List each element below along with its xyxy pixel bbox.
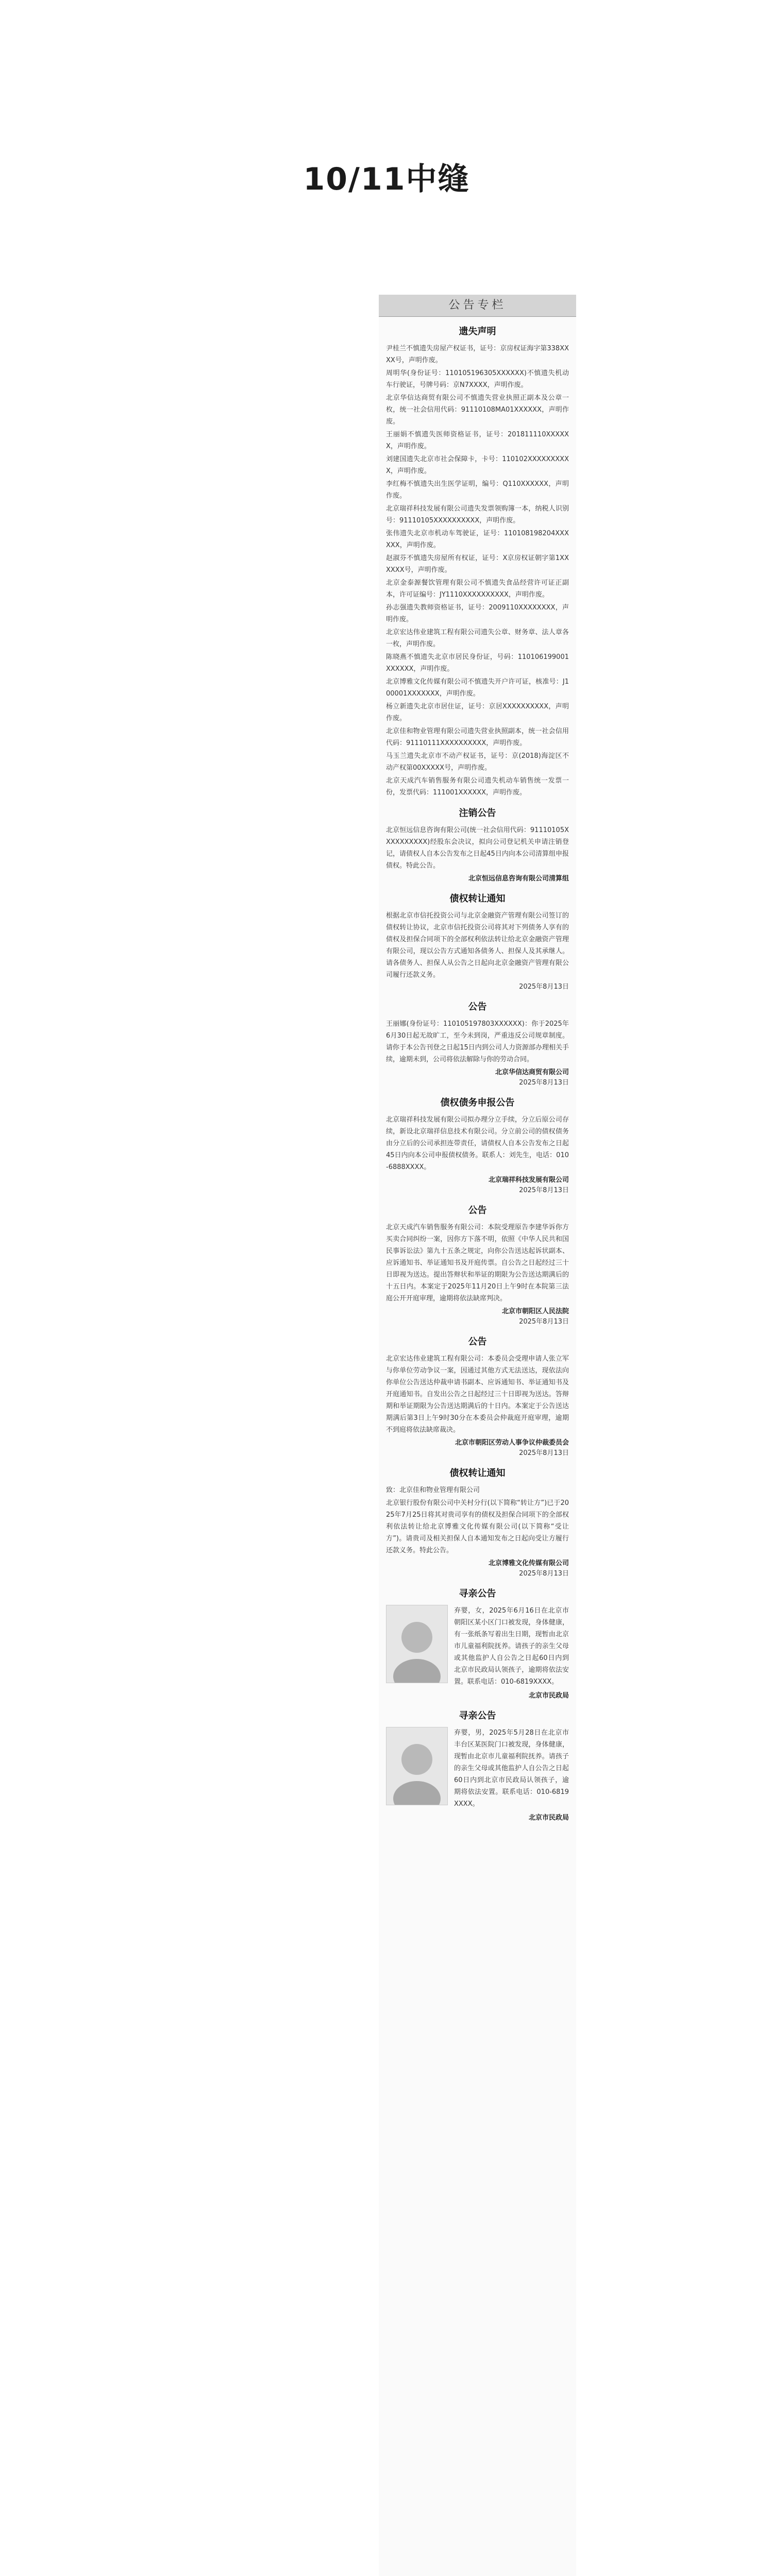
- lost-entry: 北京华信达商贸有限公司不慎遗失营业执照正副本及公章一枚，统一社会信用代码：91110108MA01XXXXXX，声明作废。: [386, 394, 569, 426]
- notice2-signature: 北京市朝阳区人民法院: [501, 1308, 569, 1315]
- creditor-signature: 北京瑞祥科技发展有限公司: [488, 1176, 569, 1184]
- transfer2-date: 2025年8月13日: [519, 1570, 569, 1578]
- cancel-signature: 北京恒远信息咨询有限公司清算组: [468, 875, 569, 883]
- lost-entry: 北京天成汽车销售服务有限公司遗失机动车销售统一发票一份，发票代码：111001XXXXXX，声明作废。: [386, 777, 569, 796]
- notice3-title: 公告: [468, 1336, 487, 1347]
- lost-section: [379, 324, 576, 799]
- lost-entry: 北京瑞祥科技发展有限公司遗失发票领购簿一本，纳税人识别号：91110105XXXXXXXXXX，声明作废。: [386, 505, 569, 524]
- lost-entry: 刘建国遗失北京市社会保障卡，卡号：110102XXXXXXXXXX，声明作废。: [386, 455, 569, 475]
- transfer2-title: 债权转让通知: [449, 1468, 506, 1479]
- page-title: 10/11中缝: [303, 161, 470, 197]
- lost-entry: 北京佳和物业管理有限公司遗失营业执照副本，统一社会信用代码：91110111XXXXXXXXXX，声明作废。: [386, 727, 569, 747]
- creditor-title: 债权债务申报公告: [440, 1097, 515, 1108]
- lost-entry: 杨立新遗失北京市居住证，证号：京居XXXXXXXXXX，声明作废。: [386, 703, 569, 722]
- notice2-title: 公告: [468, 1205, 487, 1216]
- lost-entry: 陈晓燕不慎遗失北京市居民身份证，号码：110106199001XXXXXX，声明作废。: [386, 653, 569, 673]
- notice2-date: 2025年8月13日: [519, 1318, 569, 1326]
- missing1-section: [379, 1586, 576, 1701]
- lost-entry: 王丽娟不慎遗失医师资格证书，证号：201811110XXXXXX，声明作废。: [386, 431, 569, 450]
- infant-photo: [386, 1727, 448, 1805]
- lost-entry: 李红梅不慎遗失出生医学证明，编号：Q110XXXXXX，声明作废。: [386, 480, 569, 500]
- missing2-body: 弃婴，男，2025年5月28日在北京市丰台区某医院门口被发现，身体健康，现暂由北京市儿童福利院抚养。请孩子的亲生父母或其他监护人自公告之日起60日内到北京市民政局认领孩子，逾期将依法安置。联系电话：010-6819XXXX。: [454, 1729, 569, 1808]
- lost-title: 遗失声明: [459, 326, 496, 337]
- person-photo-icon: [386, 1605, 447, 1683]
- lost-entry: 北京博雅文化传媒有限公司不慎遗失开户许可证，核准号：J100001XXXXXXX，声明作废。: [386, 678, 569, 698]
- lost-entry: 北京金泰源餐饮管理有限公司不慎遗失食品经营许可证正副本，许可证编号：JY1110XXXXXXXXXX，声明作废。: [386, 579, 569, 599]
- notice1-body: 王丽娜(身份证号：110105197803XXXXXX)：你于2025年6月30日起无故旷工，至今未到岗，严重违反公司规章制度。请你于本公告刊登之日起15日内到公司人力资源部办理相关手续，逾期未到，公司将依法解除与你的劳动合同。: [386, 1020, 569, 1063]
- notice3-body: 北京宏达伟业建筑工程有限公司：本委员会受理申请人张立军与你单位劳动争议一案，因通过其他方式无法送达，现依法向你单位公告送达仲裁申请书副本、应诉通知书、举证通知书及开庭通知书。自发出公告之日起经过三十日即视为送达。答辩期和举证期限为公告送达期满后的十日内。本案定于公告送达期满后第3日上午9时30分在本委员会仲裁庭开庭审理，逾期不到庭将依法缺席裁决。: [386, 1355, 569, 1434]
- notice3-section: [379, 1334, 576, 1459]
- transfer2-body: 北京银行股份有限公司中关村分行(以下简称“转让方”)已于2025年7月25日将其对贵司享有的债权及担保合同项下的全部权利依法转让给北京博雅文化传媒有限公司(以下简称“受让方”)。请贵司及相关担保人自本通知发布之日起向受让方履行还款义务。特此公告。: [386, 1499, 569, 1554]
- lost-entry: 赵淑芬不慎遗失房屋所有权证，证号：X京房权证朝字第1XXXXXX号，声明作废。: [386, 554, 569, 574]
- infant-photo: [386, 1605, 448, 1683]
- missing1-title: 寻亲公告: [459, 1588, 496, 1599]
- missing1-signature: 北京市民政局: [528, 1692, 569, 1700]
- creditor-body: 北京瑞祥科技发展有限公司拟办理分立手续，分立后原公司存续，新设北京瑞祥信息技术有限公司。分立前公司的债权债务由分立后的公司承担连带责任，请债权人自本公告发布之日起45日内向本公司申报债权债务。联系人：刘先生，电话：010-6888XXXX。: [386, 1116, 569, 1171]
- lost-entry: 孙志强遗失教师资格证书，证号：2009110XXXXXXXX，声明作废。: [386, 604, 569, 623]
- transfer2-intro: 致：北京佳和物业管理有限公司: [386, 1486, 480, 1494]
- transfer2-signature: 北京博雅文化传媒有限公司: [488, 1560, 569, 1567]
- column-header: 公告专栏: [379, 295, 576, 317]
- notice1-signature: 北京华信达商贸有限公司: [495, 1069, 569, 1076]
- cancel-body: 北京恒远信息咨询有限公司(统一社会信用代码：91110105XXXXXXXXXX)经股东会决议，拟向公司登记机关申请注销登记，请债权人自本公告发布之日起45日内向本公司清算组申报债权。特此公告。: [386, 826, 569, 870]
- lost-entry: 北京宏达伟业建筑工程有限公司遗失公章、财务章、法人章各一枚，声明作废。: [386, 629, 569, 648]
- person-photo-icon: [386, 1727, 447, 1805]
- notice1-section: [379, 999, 576, 1088]
- transfer2-section: [379, 1466, 576, 1579]
- notice2-body: 北京天成汽车销售服务有限公司：本院受理原告李建华诉你方买卖合同纠纷一案，因你方下落不明，依照《中华人民共和国民事诉讼法》第九十五条之规定，向你公告送达起诉状副本、应诉通知书、举证通知书及开庭传票。自公告之日起经过三十日即视为送达。提出答辩状和举证的期限为公告送达期满后的十五日内。本案定于2025年11月20日上午9时在本院第三法庭公开开庭审理，逾期将依法缺席判决。: [386, 1224, 569, 1302]
- missing2-section: [379, 1708, 576, 1823]
- lost-entry: 尹桂兰不慎遗失房屋产权证书，证号：京房权证海字第338XXXX号，声明作废。: [386, 345, 569, 364]
- transfer1-date: 2025年8月13日: [519, 983, 569, 991]
- notice-column: [379, 295, 576, 2576]
- transfer1-body: 根据北京市信托投资公司与北京金融资产管理有限公司签订的债权转让协议，北京市信托投资公司将其对下列债务人享有的债权及担保合同项下的全部权利依法转让给北京金融资产管理有限公司，现以公告方式通知各债务人、担保人及其承继人。请各债务人、担保人从公告之日起向北京金融资产管理有限公司履行还款义务。: [386, 912, 569, 979]
- missing2-signature: 北京市民政局: [528, 1814, 569, 1822]
- notice2-section: [379, 1203, 576, 1327]
- missing2-row: [386, 1727, 569, 1811]
- lost-entry: 马玉兰遗失北京市不动产权证书，证号：京(2018)海淀区不动产权第00XXXXX号，声明作废。: [386, 752, 569, 772]
- lost-entry: 张伟遗失北京市机动车驾驶证，证号：110108198204XXXXXX，声明作废。: [386, 530, 569, 549]
- transfer1-section: [379, 891, 576, 992]
- notice1-title: 公告: [468, 1002, 487, 1012]
- notice1-date: 2025年8月13日: [519, 1079, 569, 1087]
- notice3-signature: 北京市朝阳区劳动人事争议仲裁委员会: [455, 1439, 569, 1447]
- creditor-date: 2025年8月13日: [519, 1187, 569, 1194]
- cancel-section: [379, 806, 576, 884]
- transfer1-title: 债权转让通知: [449, 893, 506, 904]
- creditor-section: [379, 1095, 576, 1196]
- missing1-body: 弃婴，女，2025年6月16日在北京市朝阳区某小区门口被发现，身体健康，有一张纸条写着出生日期，现暂由北京市儿童福利院抚养。请孩子的亲生父母或其他监护人自公告之日起60日内到北京市民政局认领孩子，逾期将依法安置。联系电话：010-6819XXXX。: [454, 1607, 569, 1686]
- cancel-title: 注销公告: [459, 808, 496, 819]
- lost-entry: 周明华(身份证号：110105196305XXXXXX)不慎遗失机动车行驶证，号牌号码：京N7XXXX，声明作废。: [386, 369, 569, 389]
- missing1-row: [386, 1605, 569, 1689]
- notice3-date: 2025年8月13日: [519, 1449, 569, 1457]
- missing2-title: 寻亲公告: [459, 1710, 496, 1721]
